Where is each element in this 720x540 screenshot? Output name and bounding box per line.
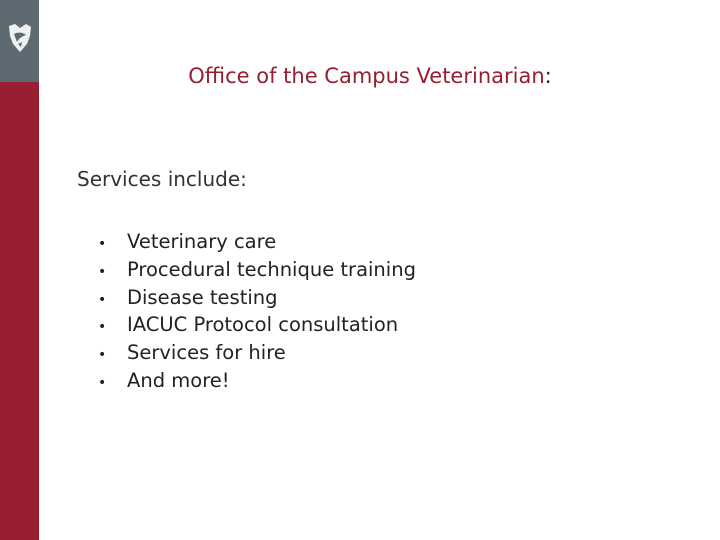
bullet-marker: •	[98, 374, 107, 391]
list-item	[98, 228, 416, 256]
bullet-marker: •	[98, 319, 107, 336]
list-item-text: IACUC Protocol consultation	[127, 313, 399, 337]
slide-title-text: Office of the Campus Veterinarian	[188, 64, 545, 88]
cougar-head-icon	[7, 22, 33, 54]
list-item-text: Disease testing	[127, 285, 278, 309]
services-list	[98, 228, 416, 395]
bullet-marker: •	[98, 347, 107, 364]
list-item	[98, 256, 416, 284]
list-item-text: And more!	[127, 368, 230, 392]
bullet-marker: •	[98, 236, 107, 252]
slide-title	[0, 64, 720, 88]
list-item	[98, 367, 416, 395]
bullet-marker: •	[98, 263, 107, 280]
slide-title-colon: :	[544, 64, 552, 88]
bullet-marker: •	[98, 291, 107, 308]
list-item	[98, 284, 416, 312]
intro-text: Services include:	[77, 167, 247, 191]
list-item-text: Procedural technique training	[127, 257, 416, 281]
list-item-text: Services for hire	[127, 341, 286, 365]
list-item	[98, 311, 416, 339]
list-item-text: Veterinary care	[127, 230, 277, 253]
list-item	[98, 339, 416, 367]
